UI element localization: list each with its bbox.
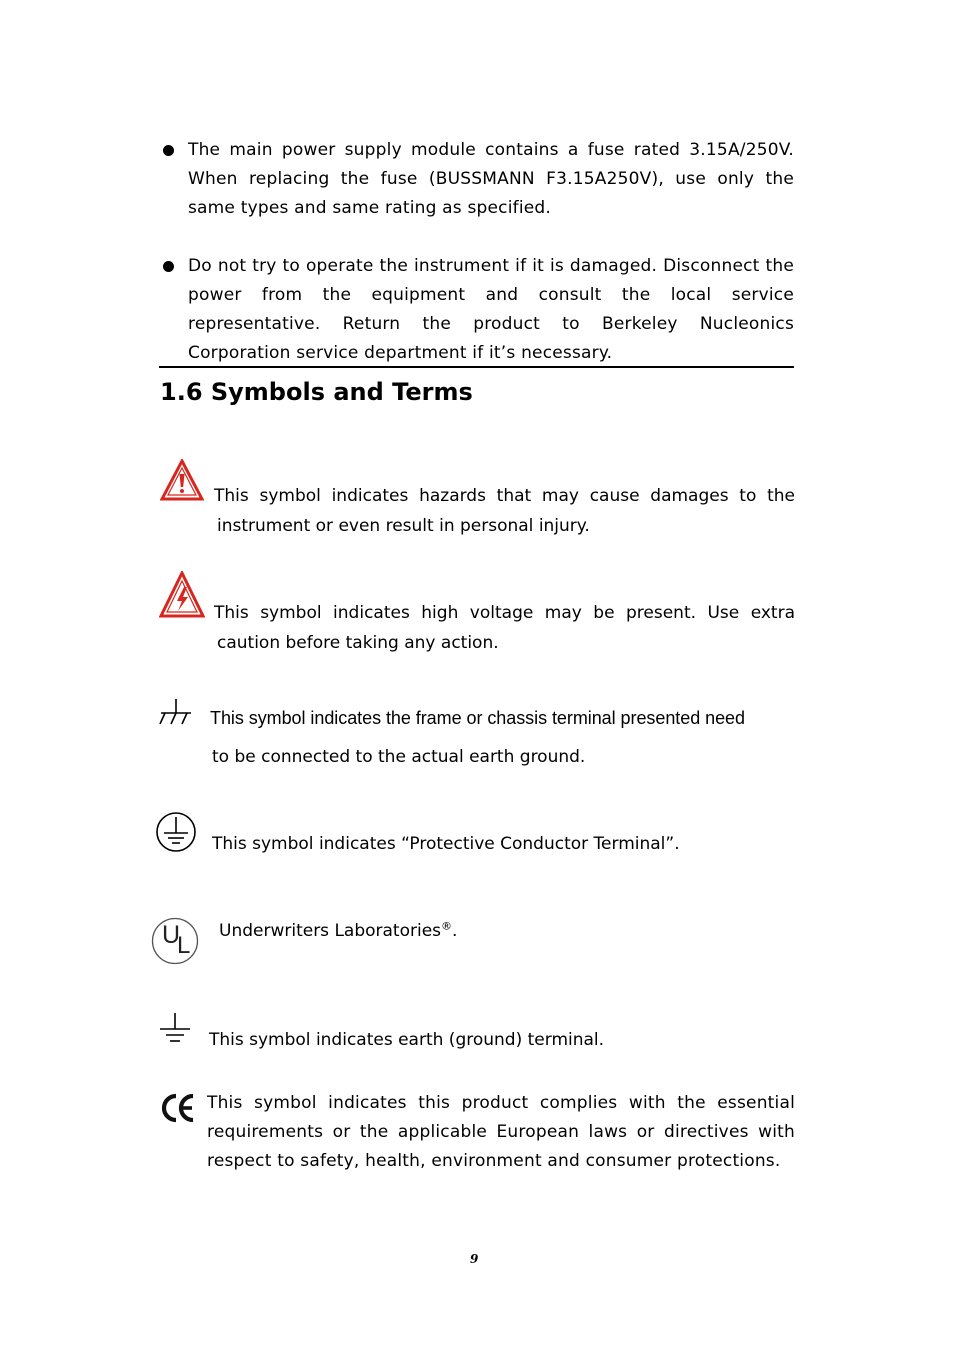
- ul-logo-letter-l: L: [177, 932, 191, 959]
- ce-mark-icon: [160, 1091, 196, 1125]
- text-line: caution before taking any action.: [217, 633, 499, 653]
- high-voltage-description: [214, 598, 795, 658]
- text-line: The main power supply module contains a fuse rated 3.15A/250V.: [188, 140, 794, 160]
- ce-description: [207, 1089, 795, 1176]
- text-line: to be connected to the actual earth ground.: [212, 747, 586, 767]
- text-line: This symbol indicates “Protective Conductor Terminal”.: [212, 834, 680, 854]
- ul-trailing-period: .: [452, 921, 458, 941]
- text-line: requirements or the applicable European laws or directives with: [207, 1122, 795, 1142]
- bullet-paragraph-fuse: [188, 136, 794, 223]
- warning-triangle-exclamation-icon: [160, 459, 204, 501]
- chassis-description: [210, 705, 795, 770]
- ul-text: Underwriters Laboratories: [219, 921, 442, 941]
- text-line: This symbol indicates hazards that may cause damages to the: [214, 486, 795, 506]
- text-line: same types and same rating as specified.: [188, 198, 551, 218]
- ul-logo-icon: [151, 917, 199, 965]
- bullet-dot: [163, 261, 174, 272]
- bullet-paragraph-damage: [188, 252, 794, 368]
- ul-description: [219, 916, 457, 946]
- protective-earth-icon: [155, 811, 197, 853]
- text-line: When replacing the fuse (BUSSMANN F3.15A250V), use only the: [188, 169, 794, 189]
- text-line: power from the equipment and consult the local service: [188, 285, 794, 305]
- text-line: This symbol indicates earth (ground) terminal.: [209, 1030, 605, 1050]
- text-line: This symbol indicates the frame or chassis terminal presented need: [210, 708, 745, 728]
- horizontal-rule: [159, 366, 794, 368]
- protective-description: [212, 829, 795, 859]
- registered-mark: ®: [441, 919, 453, 933]
- text-line: This symbol indicates high voltage may be present. Use extra: [214, 603, 795, 623]
- earth-description: [209, 1025, 795, 1055]
- text-line: Corporation service department if it’s necessary.: [188, 343, 613, 363]
- text-line: Do not try to operate the instrument if it is damaged. Disconnect the: [188, 256, 794, 276]
- high-voltage-triangle-icon: [159, 571, 205, 619]
- hazard-description: [214, 481, 795, 541]
- text-line: respect to safety, health, environment and consumer protections.: [207, 1151, 781, 1171]
- text-line: representative. Return the product to Berkeley Nucleonics: [188, 314, 794, 334]
- earth-ground-icon: [157, 1011, 193, 1047]
- ul-logo-letter-u: U: [162, 921, 181, 949]
- chassis-ground-icon: [157, 697, 195, 727]
- text-line: This symbol indicates this product complies with the essential: [207, 1093, 795, 1113]
- text-line: instrument or even result in personal injury.: [217, 516, 590, 536]
- bullet-dot: [163, 145, 174, 156]
- section-heading: 1.6 Symbols and Terms: [160, 378, 473, 406]
- page-number: 9: [470, 1252, 479, 1266]
